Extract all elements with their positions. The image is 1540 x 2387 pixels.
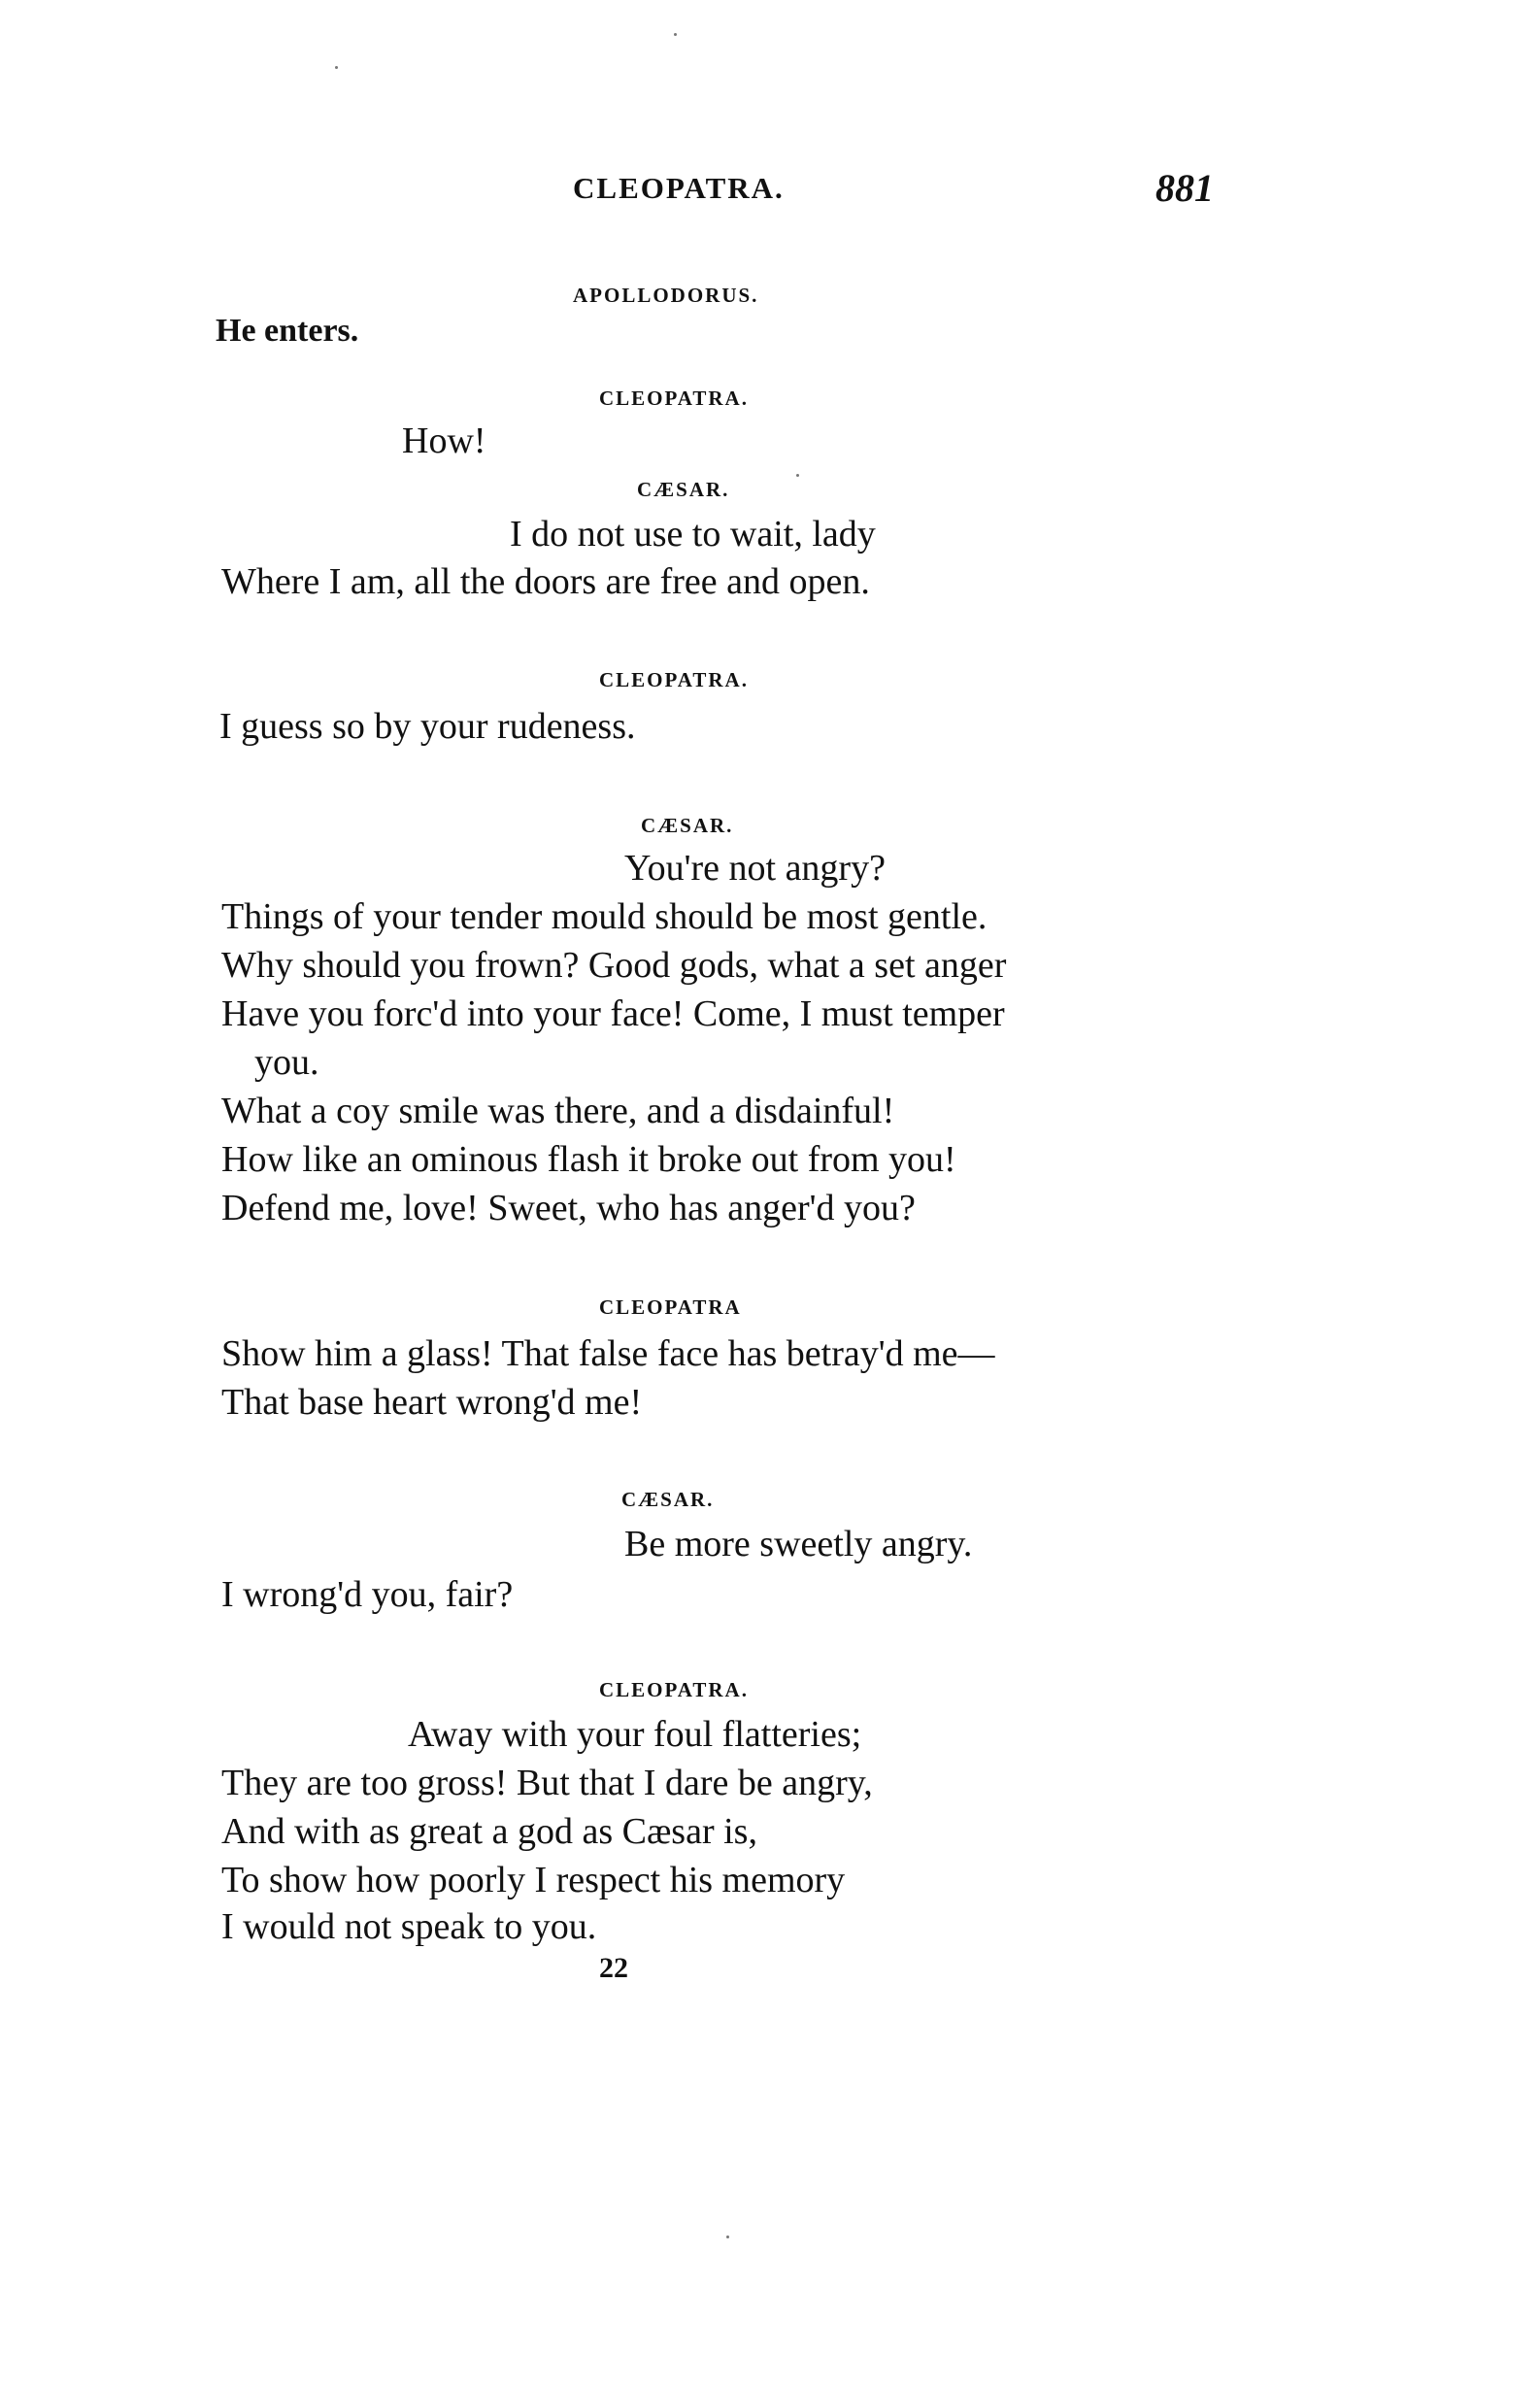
speaker-name: CLEOPATRA.	[599, 1678, 749, 1701]
verse-line: Show him a glass! That false face has betray'd me—	[221, 1333, 995, 1374]
speaker-name: CÆSAR.	[621, 1488, 715, 1511]
speaker-name: CÆSAR.	[641, 814, 734, 837]
signature-mark: 22	[599, 1952, 628, 1984]
paper-speck	[674, 33, 677, 36]
verse-line: How!	[402, 420, 486, 461]
verse-line: I do not use to wait, lady	[510, 514, 876, 555]
verse-line: Defend me, love! Sweet, who has anger'd you?	[221, 1188, 916, 1228]
page-number: 881	[1155, 166, 1214, 210]
verse-line: Away with your foul flatteries;	[408, 1714, 862, 1755]
paper-speck	[796, 474, 799, 477]
verse-line: You're not angry?	[624, 848, 886, 889]
verse-line: Where I am, all the doors are free and open.	[221, 561, 870, 602]
stage-direction: He enters.	[216, 313, 359, 349]
verse-line: you.	[254, 1042, 319, 1083]
verse-line: Why should you frown? Good gods, what a set anger	[221, 945, 1007, 986]
verse-line: How like an ominous flash it broke out from you!	[221, 1139, 956, 1180]
speaker-name: CLEOPATRA.	[599, 387, 749, 410]
running-head: CLEOPATRA.	[573, 171, 785, 205]
verse-line: Be more sweetly angry.	[624, 1524, 973, 1564]
verse-line: What a coy smile was there, and a disdainful!	[221, 1091, 895, 1131]
verse-line: Have you forc'd into your face! Come, I must temper	[221, 993, 1005, 1034]
verse-line: They are too gross! But that I dare be angry,	[221, 1763, 873, 1803]
verse-line: I would not speak to you.	[221, 1906, 597, 1947]
speaker-name: CLEOPATRA	[599, 1295, 742, 1319]
paper-speck	[726, 2236, 729, 2238]
verse-line: I wrong'd you, fair?	[221, 1574, 514, 1615]
verse-line: And with as great a god as Cæsar is,	[221, 1811, 757, 1852]
paper-speck	[335, 66, 338, 69]
speaker-name: CÆSAR.	[637, 478, 730, 501]
verse-line: To show how poorly I respect his memory	[221, 1860, 846, 1900]
verse-line: I guess so by your rudeness.	[219, 706, 636, 747]
speaker-name: CLEOPATRA.	[599, 668, 749, 691]
verse-line: Things of your tender mould should be most gentle.	[221, 896, 988, 937]
verse-line: That base heart wrong'd me!	[221, 1382, 643, 1423]
speaker-name: APOLLODORUS.	[573, 284, 759, 307]
